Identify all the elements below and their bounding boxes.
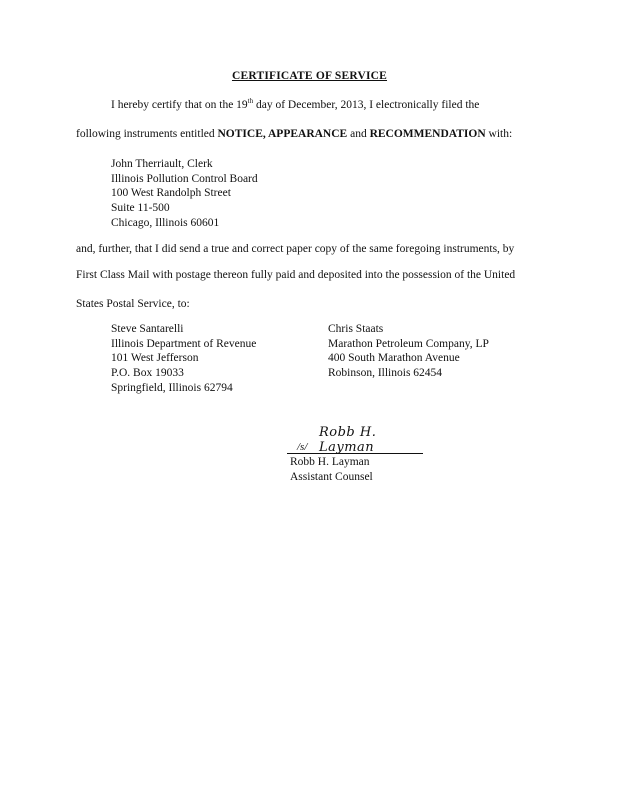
address-line: P.O. Box 19033 bbox=[111, 367, 184, 380]
cert-text-prefix: I hereby certify that on the 19 bbox=[111, 99, 248, 111]
address-line: John Therriault, Clerk bbox=[111, 158, 213, 170]
signatory-block bbox=[290, 455, 373, 485]
address-line: 400 South Marathon Avenue bbox=[328, 352, 460, 365]
signatory-title: Assistant Counsel bbox=[290, 471, 373, 483]
service-paragraph-line-2: First Class Mail with postage thereon fully paid and deposited into the possession of the United bbox=[76, 269, 516, 281]
instruments-prefix: following instruments entitled bbox=[76, 128, 218, 140]
clerk-address-block bbox=[111, 157, 258, 230]
address-line: Illinois Pollution Control Board bbox=[111, 172, 258, 185]
recipient-address-right bbox=[328, 322, 489, 381]
address-line: 101 West Jefferson bbox=[111, 352, 199, 365]
signature-line bbox=[287, 425, 423, 455]
signature-slash: /s/ bbox=[297, 441, 308, 453]
handwritten-signature: Robb H. Layman bbox=[319, 425, 377, 455]
service-paragraph-line-3: States Postal Service, to: bbox=[76, 298, 190, 310]
instruments-titles-2: RECOMMENDATION bbox=[369, 128, 486, 140]
instruments-suffix: with: bbox=[485, 128, 513, 140]
address-line: Marathon Petroleum Company, LP bbox=[328, 337, 489, 350]
address-line: Illinois Department of Revenue bbox=[111, 337, 257, 350]
address-line: Suite 11-500 bbox=[111, 202, 170, 215]
address-line: Chris Staats bbox=[328, 323, 384, 335]
certification-paragraph-line-2 bbox=[76, 127, 512, 141]
address-line: Robinson, Illinois 62454 bbox=[328, 367, 443, 380]
address-line: Steve Santarelli bbox=[111, 323, 184, 335]
address-line: Springfield, Illinois 62794 bbox=[111, 381, 233, 394]
service-paragraph-line-1: and, further, that I did send a true and correct paper copy of the same foregoing instruments, by bbox=[76, 243, 515, 255]
instruments-titles-1: NOTICE, APPEARANCE bbox=[217, 128, 348, 140]
address-line: 100 West Randolph Street bbox=[111, 187, 231, 200]
certification-paragraph-line-1 bbox=[111, 98, 479, 112]
signatory-name: Robb H. Layman bbox=[290, 456, 370, 468]
cert-text-suffix: day of December, 2013, I electronically filed the bbox=[253, 99, 480, 111]
page-title: CERTIFICATE OF SERVICE bbox=[231, 70, 388, 82]
recipient-address-left bbox=[111, 322, 256, 395]
address-line: Chicago, Illinois 60601 bbox=[111, 216, 220, 229]
cert-text-superscript: th bbox=[247, 97, 254, 106]
instruments-and: and bbox=[347, 128, 370, 140]
